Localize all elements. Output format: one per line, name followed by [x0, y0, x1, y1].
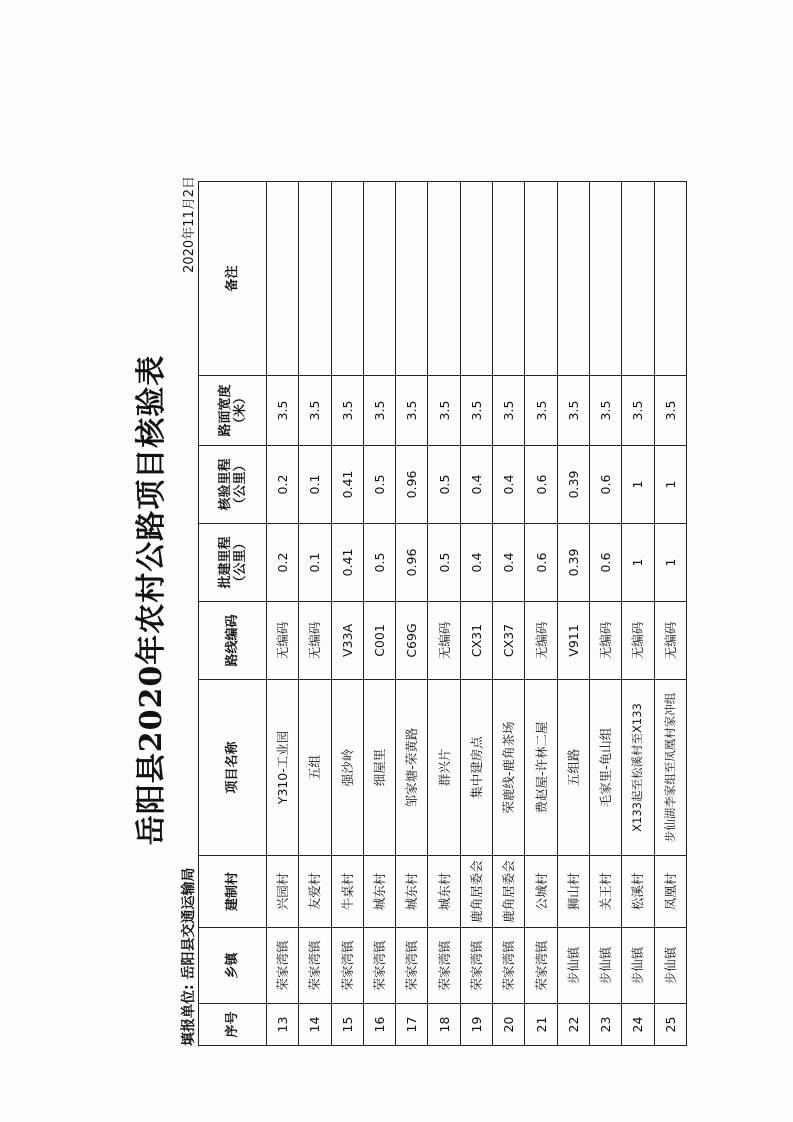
table-row — [428, 182, 460, 1046]
row-seq: 14 — [299, 1004, 331, 1046]
row-width: 3.5 — [331, 376, 363, 446]
row-village: 关王村 — [589, 856, 621, 928]
row-town: 步仙镇 — [557, 928, 589, 1004]
row-seq: 16 — [363, 1004, 395, 1046]
row-village: 城东村 — [396, 856, 428, 928]
report-date: 2020年11月2日 — [182, 176, 197, 273]
row-approved-km: 0.6 — [589, 524, 621, 602]
row-town: 荣家湾镇 — [428, 928, 460, 1004]
row-note — [396, 182, 428, 376]
row-code: V33A — [331, 602, 363, 680]
rotated-table-frame — [130, 140, 690, 1060]
row-town: 步仙镇 — [589, 928, 621, 1004]
table-row — [299, 182, 331, 1046]
row-town: 荣家湾镇 — [396, 928, 428, 1004]
table-row — [622, 182, 654, 1046]
row-note — [460, 182, 492, 376]
table-row — [493, 182, 525, 1046]
row-seq: 13 — [267, 1004, 299, 1046]
row-project: 邹家塘-荣黄路 — [396, 680, 428, 856]
row-width: 3.5 — [654, 376, 686, 446]
row-code: CX37 — [493, 602, 525, 680]
row-town: 荣家湾镇 — [493, 928, 525, 1004]
row-approved-km: 0.2 — [267, 524, 299, 602]
row-approved-km: 0.5 — [428, 524, 460, 602]
row-project: 群兴片 — [428, 680, 460, 856]
row-town: 荣家湾镇 — [331, 928, 363, 1004]
row-seq: 15 — [331, 1004, 363, 1046]
row-note — [299, 182, 331, 376]
row-seq: 20 — [493, 1004, 525, 1046]
table-row — [396, 182, 428, 1046]
row-verified-km: 0.6 — [525, 446, 557, 524]
row-width: 3.5 — [557, 376, 589, 446]
row-note — [493, 182, 525, 376]
row-approved-km: 0.41 — [331, 524, 363, 602]
row-note — [654, 182, 686, 376]
row-code: 无编码 — [622, 602, 654, 680]
document-title: 岳阳县2020年农村公路项目核验表 — [134, 354, 169, 846]
row-seq: 24 — [622, 1004, 654, 1046]
row-width: 3.5 — [460, 376, 492, 446]
table-header-row — [199, 182, 267, 1046]
row-note — [557, 182, 589, 376]
table-row — [557, 182, 589, 1046]
row-width: 3.5 — [396, 376, 428, 446]
row-seq: 23 — [589, 1004, 621, 1046]
row-town: 荣家湾镇 — [267, 928, 299, 1004]
row-verified-km: 0.4 — [493, 446, 525, 524]
header-village: 建制村 — [199, 856, 267, 928]
row-village: 牛桌村 — [331, 856, 363, 928]
row-code: CX31 — [460, 602, 492, 680]
row-approved-km: 0.6 — [525, 524, 557, 602]
row-width: 3.5 — [428, 376, 460, 446]
header-project: 项目名称 — [199, 680, 267, 856]
row-town: 荣家湾镇 — [299, 928, 331, 1004]
row-code: 无编码 — [589, 602, 621, 680]
row-width: 3.5 — [589, 376, 621, 446]
row-seq: 25 — [654, 1004, 686, 1046]
row-village: 狮山村 — [557, 856, 589, 928]
row-code: C001 — [363, 602, 395, 680]
row-note — [267, 182, 299, 376]
row-approved-km: 0.96 — [396, 524, 428, 602]
row-note — [363, 182, 395, 376]
row-width: 3.5 — [267, 376, 299, 446]
row-village: 城东村 — [363, 856, 395, 928]
row-verified-km: 0.5 — [428, 446, 460, 524]
row-verified-km: 0.1 — [299, 446, 331, 524]
row-approved-km: 0.5 — [363, 524, 395, 602]
row-approved-km: 1 — [654, 524, 686, 602]
row-village: 松溪村 — [622, 856, 654, 928]
header-verified-km: 核验里程（公里） — [199, 446, 267, 524]
row-town: 荣家湾镇 — [525, 928, 557, 1004]
table-row — [589, 182, 621, 1046]
row-seq: 18 — [428, 1004, 460, 1046]
row-approved-km: 0.39 — [557, 524, 589, 602]
verification-table — [198, 181, 687, 1046]
row-town: 步仙镇 — [654, 928, 686, 1004]
row-verified-km: 1 — [654, 446, 686, 524]
row-project: 费赵屋-许林二屋 — [525, 680, 557, 856]
row-town: 荣家湾镇 — [363, 928, 395, 1004]
row-note — [331, 182, 363, 376]
row-village: 鹿角居委会 — [493, 856, 525, 928]
row-town: 步仙镇 — [622, 928, 654, 1004]
row-code: V911 — [557, 602, 589, 680]
row-project: 毛家里-龟山组 — [589, 680, 621, 856]
row-project: Y310-工业园 — [267, 680, 299, 856]
row-village: 城东村 — [428, 856, 460, 928]
row-verified-km: 0.39 — [557, 446, 589, 524]
header-code: 路线编码 — [199, 602, 267, 680]
table-row — [363, 182, 395, 1046]
row-code: 无编码 — [267, 602, 299, 680]
row-verified-km: 0.5 — [363, 446, 395, 524]
row-code: C69G — [396, 602, 428, 680]
table-row — [460, 182, 492, 1046]
header-approved-km: 批建里程（公里） — [199, 524, 267, 602]
header-width: 路面宽度（米） — [199, 376, 267, 446]
row-approved-km: 0.4 — [493, 524, 525, 602]
row-seq: 17 — [396, 1004, 428, 1046]
row-village: 公城村 — [525, 856, 557, 928]
row-note — [589, 182, 621, 376]
row-village: 友爱村 — [299, 856, 331, 928]
row-verified-km: 0.4 — [460, 446, 492, 524]
row-project: X133起至松溪村至X133 — [622, 680, 654, 856]
row-project: 细屋里 — [363, 680, 395, 856]
row-verified-km: 1 — [622, 446, 654, 524]
row-seq: 21 — [525, 1004, 557, 1046]
row-project: 五组 — [299, 680, 331, 856]
header-seq: 序号 — [199, 1004, 267, 1046]
row-width: 3.5 — [622, 376, 654, 446]
row-seq: 19 — [460, 1004, 492, 1046]
row-code: 无编码 — [299, 602, 331, 680]
row-project: 五组路 — [557, 680, 589, 856]
table-body — [267, 182, 687, 1046]
row-verified-km: 0.96 — [396, 446, 428, 524]
row-village: 鹿角居委会 — [460, 856, 492, 928]
table-row — [654, 182, 686, 1046]
header-note: 备注 — [199, 182, 267, 376]
row-width: 3.5 — [299, 376, 331, 446]
row-code: 无编码 — [428, 602, 460, 680]
row-village: 凤凰村 — [654, 856, 686, 928]
row-approved-km: 0.4 — [460, 524, 492, 602]
table-row — [331, 182, 363, 1046]
row-note — [622, 182, 654, 376]
row-approved-km: 1 — [622, 524, 654, 602]
row-seq: 22 — [557, 1004, 589, 1046]
row-code: 无编码 — [525, 602, 557, 680]
row-width: 3.5 — [525, 376, 557, 446]
row-note — [525, 182, 557, 376]
row-verified-km: 0.2 — [267, 446, 299, 524]
row-approved-km: 0.1 — [299, 524, 331, 602]
row-verified-km: 0.41 — [331, 446, 363, 524]
row-town: 荣家湾镇 — [460, 928, 492, 1004]
row-project: 集中建房点 — [460, 680, 492, 856]
row-project: 步仙湖李家组至凤凰村家冲组 — [654, 680, 686, 856]
header-town: 乡镇 — [199, 928, 267, 1004]
reporting-unit: 填报单位: 岳阳县交通运输局 — [181, 867, 197, 1046]
row-verified-km: 0.6 — [589, 446, 621, 524]
table-row — [267, 182, 299, 1046]
table-row — [525, 182, 557, 1046]
row-width: 3.5 — [363, 376, 395, 446]
row-code: 无编码 — [654, 602, 686, 680]
row-project: 强沙岭 — [331, 680, 363, 856]
row-village: 兴园村 — [267, 856, 299, 928]
row-width: 3.5 — [493, 376, 525, 446]
row-note — [428, 182, 460, 376]
row-project: 荣鹿线-鹿角茶场 — [493, 680, 525, 856]
